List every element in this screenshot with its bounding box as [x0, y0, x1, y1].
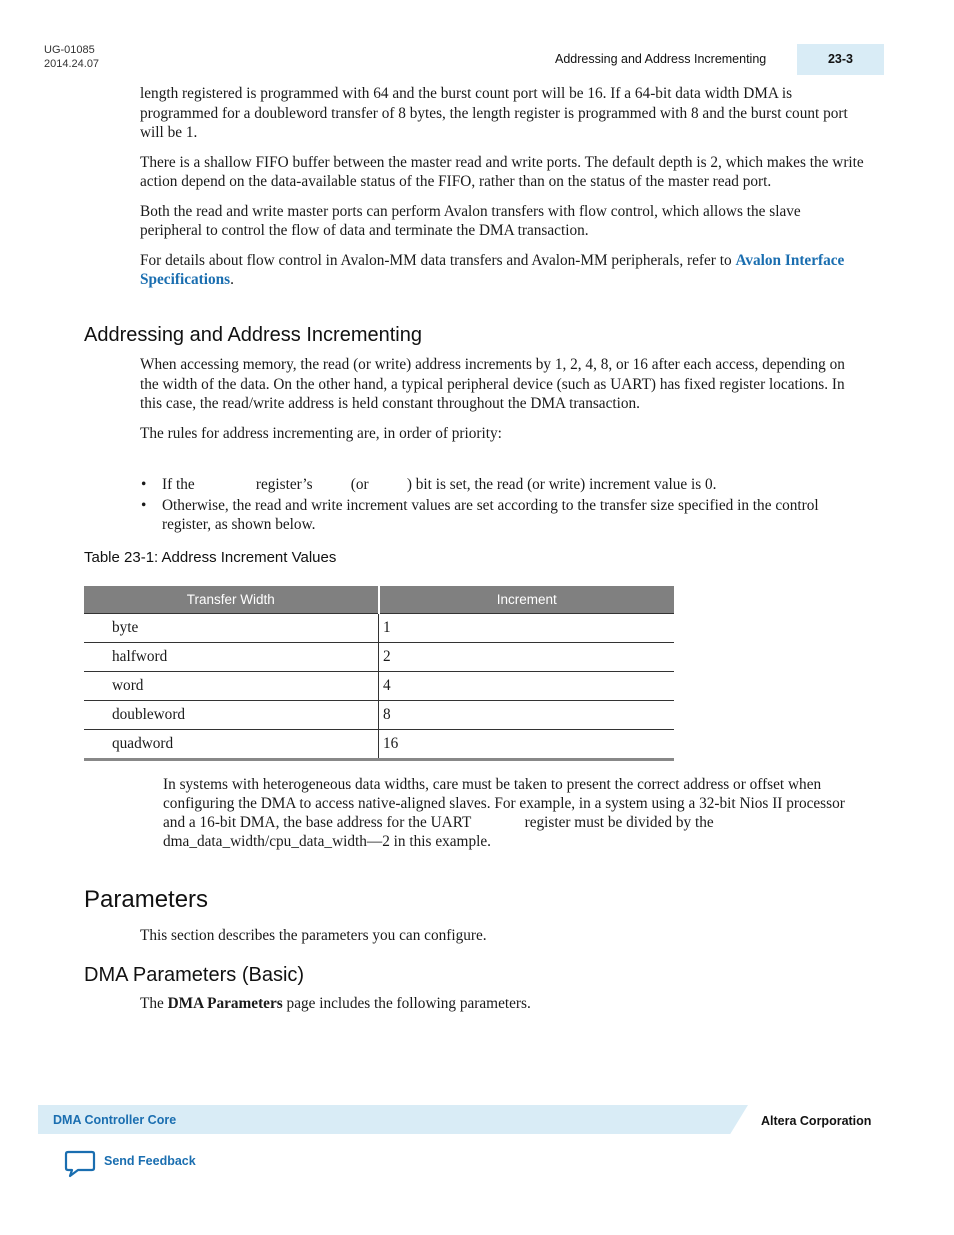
intro-paragraph-1: length registered is programmed with 64 and the burst count port will be 16. If a 64-bit data width DMA is programmed for a doubleword transfer of 8 bytes, the length register is programmed with 8 and the burst count port will be 1.	[140, 85, 848, 141]
table-caption: Table 23-1: Address Increment Values	[84, 549, 337, 566]
footer-company: Altera Corporation	[761, 1114, 872, 1128]
cell-increment: 4	[379, 672, 675, 701]
header-section-title: Addressing and Address Incrementing	[555, 52, 767, 66]
column-header-transfer-width: Transfer Width	[84, 586, 379, 614]
addressing-block	[140, 355, 865, 443]
doc-id: UG-01085	[44, 44, 95, 56]
table-header-row	[84, 586, 674, 614]
intro-p4-text: For details about flow control in Avalon-MM data transfers and Avalon-MM peripherals, refer to	[140, 251, 736, 269]
header-doc-info	[44, 43, 99, 71]
table-row	[84, 643, 674, 672]
doc-date: 2014.24.07	[44, 58, 100, 70]
column-header-increment: Increment	[379, 586, 675, 614]
table-row	[84, 701, 674, 730]
table-row	[84, 672, 674, 701]
dma-parameters-page-name: DMA Parameters	[167, 995, 283, 1012]
parameters-heading: Parameters	[84, 886, 209, 913]
parameters-text: This section describes the parameters you can configure.	[140, 927, 487, 944]
intro-paragraph-4	[140, 251, 865, 290]
dma-text-before: The	[140, 995, 168, 1012]
addressing-paragraph-2: The rules for address incrementing are, in order of priority:	[140, 424, 502, 442]
cell-transfer-width: word	[84, 672, 379, 701]
addressing-paragraph-1: When accessing memory, the read (or write) address increments by 1, 2, 4, 8, or 16 after each access, depending on the width of the data. On the other hand, a typical peripheral device (such as UART) has fixed register locations. In this case, the read/write address is held constant throughout the DMA transaction.	[140, 356, 845, 412]
send-feedback-link[interactable]: Send Feedback	[104, 1154, 196, 1168]
dma-parameters-basic-heading: DMA Parameters (Basic)	[84, 964, 305, 986]
table-row	[84, 614, 674, 643]
cell-increment: 8	[379, 701, 675, 730]
addressing-heading: Addressing and Address Incrementing	[84, 324, 422, 346]
dma-text-after: page includes the following parameters.	[282, 995, 531, 1012]
intro-p4-end: .	[230, 271, 234, 288]
increment-rules-list	[140, 475, 865, 536]
cell-transfer-width: doubleword	[84, 701, 379, 730]
cell-increment: 1	[379, 614, 675, 643]
feedback-icon[interactable]	[64, 1150, 96, 1178]
footer-chapter-link[interactable]: DMA Controller Core	[53, 1113, 177, 1127]
intro-paragraph-2: There is a shallow FIFO buffer between the master read and write ports. The default depth is 2, which makes the write action depend on the data-available status of the FIFO, rather than on the status of the master read port.	[140, 153, 864, 190]
cell-increment: 2	[379, 643, 675, 672]
page-number: 23-3	[797, 44, 884, 75]
dma-parameters-basic-text	[140, 994, 865, 1014]
intro-block	[140, 84, 865, 290]
cell-transfer-width: byte	[84, 614, 379, 643]
table-row	[84, 730, 674, 760]
intro-paragraph-3: Both the read and write master ports can perform Avalon transfers with flow control, which allows the slave peripheral to control the flow of data and terminate the DMA transaction.	[140, 202, 801, 239]
address-increment-table	[84, 586, 674, 761]
cell-transfer-width: quadword	[84, 730, 379, 760]
avalon-spec-link[interactable]: Avalon Interface Specifications	[140, 251, 845, 288]
cell-increment: 16	[379, 730, 675, 760]
heterogeneous-widths-note: In systems with heterogeneous data widths, care must be taken to present the correct address or offset when configuring the DMA to access native-aligned slaves. For example, in a system using a 32-bit Nios II processor and a 16-bit DMA, the base address for the UART register must be divided by the dma_data_width/cpu_data_width—2 in this example.	[163, 776, 849, 850]
cell-transfer-width: halfword	[84, 643, 379, 672]
list-item: • If the register’s (or ) bit is set, the read (or write) increment value is 0.	[140, 475, 865, 495]
list-item: • Otherwise, the read and write increment values are set according to the transfer size specified in the control register, as shown below.	[140, 496, 865, 535]
